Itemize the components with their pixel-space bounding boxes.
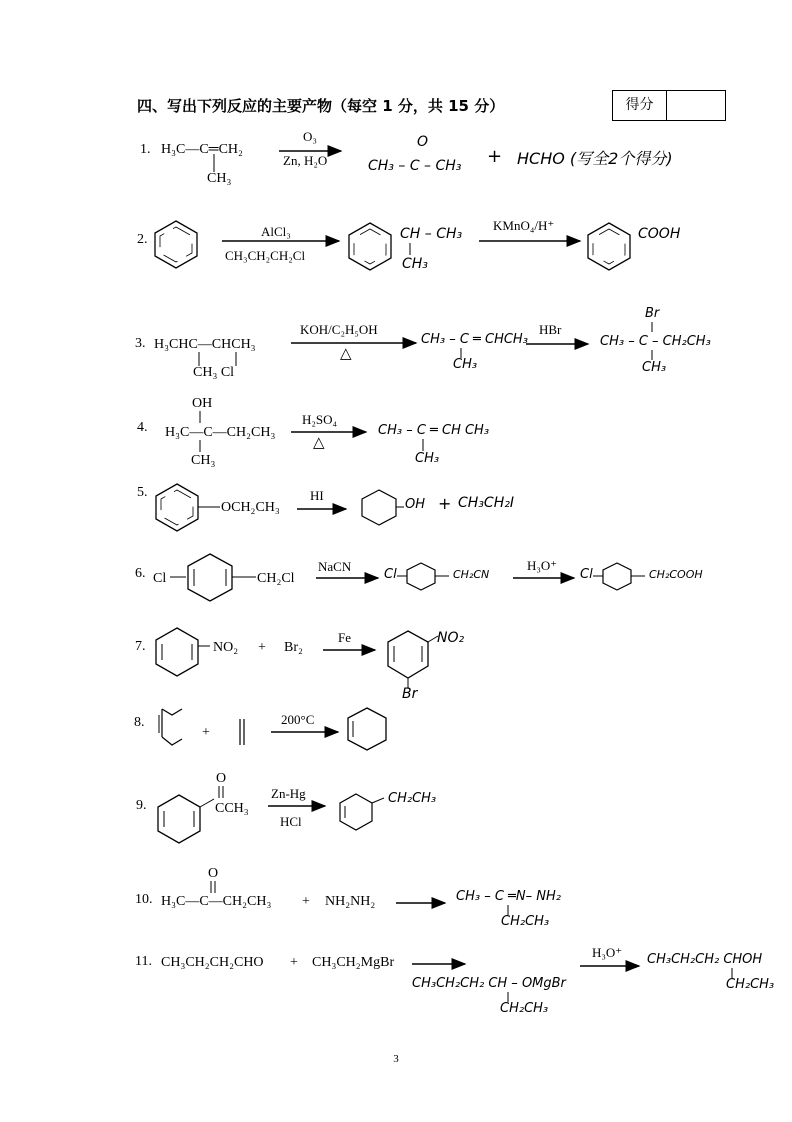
- problem-number: 11.: [135, 954, 152, 969]
- reactant: CCH₃: [215, 801, 249, 816]
- bromine-label: Br: [645, 306, 660, 321]
- reaction-arrow: [316, 574, 381, 582]
- benzene-ring-icon: [386, 628, 442, 684]
- reactant: H₃C—C═CH₂: [161, 142, 243, 157]
- product-1-substituent: CH₃: [453, 357, 478, 372]
- product-1: OH: [405, 497, 426, 512]
- condition-bottom: HCl: [280, 814, 302, 829]
- problem-number: 6.: [135, 566, 146, 581]
- reaction-arrow: [323, 646, 378, 654]
- benzene-ring-icon: [593, 562, 647, 592]
- problem-number: 4.: [137, 420, 148, 435]
- reactant-substituent: CH₃: [207, 171, 232, 186]
- product-1: CH₃CH₂CH₂ CH – OMgBr: [412, 976, 566, 991]
- reactant: CH₂Cl: [257, 571, 295, 586]
- reactant-left: Cl: [153, 571, 167, 586]
- score-label: 得分: [613, 91, 667, 120]
- reaction-arrow: [268, 802, 328, 810]
- plus-sign: +: [202, 725, 210, 740]
- score-box: [612, 90, 726, 121]
- heat-icon: △: [340, 346, 352, 362]
- reaction-arrow: [271, 728, 341, 736]
- condition-bottom: CH₃CH₂CH₂Cl: [225, 248, 306, 263]
- product-1-substituent: CH₂CH₃: [500, 1001, 549, 1016]
- condition-top: 200°C: [281, 712, 315, 727]
- problem-number: 8.: [134, 715, 145, 730]
- product: CH₃ – C ═N– NH₂: [456, 889, 561, 904]
- condition-top: KOH/C₂H₅OH: [300, 322, 378, 337]
- product: CH₂CH₃: [388, 791, 437, 806]
- carbonyl-oxygen: O: [417, 134, 429, 150]
- benzene-ring-icon: [397, 562, 451, 592]
- product-2-left: Cl: [580, 567, 593, 582]
- ethylene-icon: [238, 719, 246, 745]
- bond-line: [422, 439, 424, 451]
- plus-sign: +: [258, 640, 266, 655]
- condition-top: NaCN: [318, 559, 352, 574]
- carbonyl-oxygen: O: [208, 866, 219, 881]
- reaction-arrow: [297, 505, 349, 513]
- bond-line: [651, 350, 653, 360]
- section-title: 四、写出下列反应的主要产物（每空 1 分，共 15 分）: [137, 97, 505, 115]
- reactant-substituent: CH₃: [191, 453, 216, 468]
- bond-lines: [198, 352, 238, 366]
- benzene-ring-icon: [156, 793, 218, 845]
- problem-number: 5.: [137, 485, 148, 500]
- reaction-arrow: [291, 339, 419, 347]
- benzene-ring-icon: [154, 626, 212, 678]
- reactant: CH₃CH₂CH₂CHO: [161, 955, 264, 970]
- reaction-arrow-2: [580, 962, 642, 970]
- bond-line: [409, 243, 411, 255]
- condition-bottom: Zn, H₂O: [283, 153, 328, 168]
- reagent: Br₂: [284, 640, 303, 655]
- problem-number: 9.: [136, 798, 147, 813]
- benzene-ring-icon: [154, 483, 200, 531]
- product-2: CH₃ – C – CH₂CH₃: [600, 334, 711, 349]
- product-1: CH – CH₃: [400, 226, 463, 242]
- condition-top: H₂SO₄: [302, 412, 338, 427]
- reaction-arrow: [291, 428, 369, 436]
- product-substituent-1: NO₂: [437, 630, 465, 646]
- double-bond-line: [210, 881, 216, 893]
- reactant: NO₂: [213, 640, 239, 655]
- condition-top: HI: [310, 488, 324, 503]
- bond-line: [651, 322, 653, 332]
- benzene-ring-icon: [170, 553, 260, 601]
- plus-sign: +: [438, 494, 452, 513]
- product-2: HCHO (写全2个得分): [517, 149, 673, 168]
- benzene-ring-icon: [338, 792, 392, 832]
- reactant: OCH₂CH₃: [221, 500, 280, 515]
- product-2: COOH: [638, 226, 681, 242]
- butadiene-icon: [156, 707, 186, 751]
- reactant: H₃C—C—CH₂CH₃: [161, 894, 272, 909]
- product: CH₃ – C ═ CH CH₃: [378, 423, 490, 438]
- bond-line: [199, 411, 201, 423]
- plus-sign: +: [290, 955, 298, 970]
- condition-top: Zn-Hg: [271, 786, 306, 801]
- reactant: H₃CHC—CHCH₃: [154, 337, 256, 352]
- problem-number: 2.: [137, 232, 148, 247]
- bond-line: [199, 440, 201, 452]
- product-substituent: CH₂CH₃: [501, 914, 550, 929]
- problem-number: 10.: [135, 892, 153, 907]
- reaction-arrow-2: [513, 574, 577, 582]
- product-2: CH₃CH₂CH₂ CHOH: [647, 952, 763, 967]
- plus-sign: +: [302, 894, 310, 909]
- reagent: CH₃CH₂MgBr: [312, 955, 395, 970]
- product-2: CH₂COOH: [649, 568, 703, 581]
- plus-sign: +: [487, 146, 503, 167]
- product-1: CH₂CN: [453, 568, 490, 581]
- reaction-arrow: [396, 899, 448, 907]
- product-1: CH₃ – C ═ CHCH₃: [421, 332, 528, 347]
- double-bond-line: [218, 786, 224, 798]
- heat-icon: △: [313, 435, 325, 451]
- product-1-substituent: CH₃: [402, 256, 428, 272]
- reagent: NH₂NH₂: [325, 894, 376, 909]
- carbonyl-oxygen: O: [216, 771, 227, 786]
- condition-top: Fe: [338, 630, 351, 645]
- problem-number: 1.: [140, 142, 151, 157]
- reactant: H₃C—C—CH₂CH₃: [165, 425, 276, 440]
- hydroxyl-label: OH: [192, 396, 213, 411]
- reaction-arrow: [412, 960, 468, 968]
- condition-2-top: H₃O⁺: [527, 558, 558, 573]
- reaction-arrow-2: [479, 237, 583, 245]
- cyclohexene-icon: [346, 706, 388, 752]
- condition-2-top: HBr: [539, 322, 562, 337]
- problem-number: 7.: [135, 639, 146, 654]
- reaction-arrow: [222, 237, 342, 245]
- product-2-substituent: CH₃: [642, 360, 667, 375]
- benzene-ring-icon: [153, 220, 199, 268]
- product-2-substituent: CH₂CH₃: [726, 977, 775, 992]
- product-substituent-2: Br: [402, 686, 418, 702]
- benzene-ring-icon: [347, 222, 393, 270]
- bond-line: [213, 154, 215, 172]
- problem-number: 3.: [135, 336, 146, 351]
- condition-2-top: H₃O⁺: [592, 945, 623, 960]
- product-1-left: Cl: [384, 567, 397, 582]
- benzene-ring-icon: [360, 489, 398, 525]
- condition-top: O₃: [303, 129, 317, 144]
- reactant-substituent: CH₃ Cl: [193, 365, 235, 380]
- product-2: CH₃CH₂I: [458, 495, 514, 511]
- condition-top: AlCl₃: [261, 224, 291, 239]
- page-number: 3: [393, 1053, 399, 1065]
- product-substituent: CH₃: [415, 451, 440, 466]
- reaction-arrow-2: [526, 340, 591, 348]
- condition-2-top: KMnO₄/H⁺: [493, 218, 555, 233]
- score-value[interactable]: [667, 91, 725, 120]
- product: CH₃ – C – CH₃: [368, 158, 462, 174]
- benzene-ring-icon: [586, 222, 632, 270]
